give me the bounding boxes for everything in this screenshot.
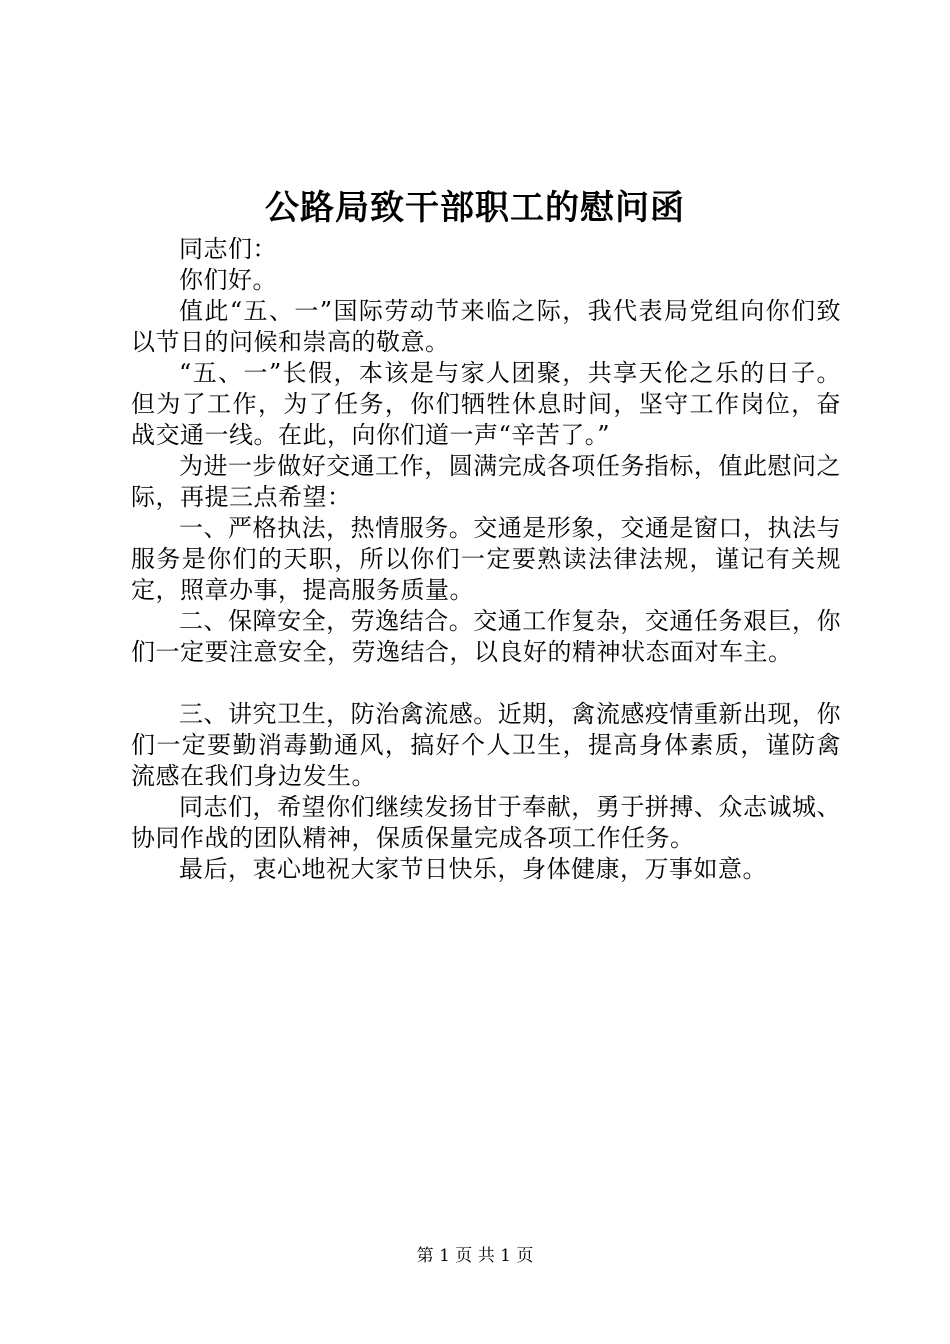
paragraph-hope-one: 一、严格执法，热情服务。交通是形象，交通是窗口，执法与服务是你们的天职，所以你们一定要熟读法律法规，谨记有关规定，照章办事，提高服务质量。 xyxy=(131,514,841,604)
letter-body xyxy=(131,234,841,885)
paragraph-encouragement: 同志们，希望你们继续发扬甘于奉献，勇于拼搏、众志诚城、协同作战的团队精神，保质保量完成各项工作任务。 xyxy=(131,793,841,852)
paragraph-appreciation: “五、一”长假，本该是与家人团聚，共享天伦之乐的日子。但为了工作，为了任务，你们牺牲休息时间，坚守工作岗位，奋战交通一线。在此，向你们道一声“辛苦了。” xyxy=(131,359,841,449)
paragraph-closing-wishes: 最后，衷心地祝大家节日快乐，身体健康，万事如意。 xyxy=(179,855,767,883)
page-number-footer: 第 1 页 共 1 页 xyxy=(416,1246,534,1266)
salutation: 同志们： xyxy=(179,235,277,263)
page-title: 公路局致干部职工的慰问函 xyxy=(265,188,685,228)
greeting: 你们好。 xyxy=(179,266,277,294)
paragraph-hope-three: 三、讲究卫生，防治禽流感。近期，禽流感疫情重新出现，你们一定要勤消毒勤通风，搞好个人卫生，提高身体素质，谨防禽流感在我们身边发生。 xyxy=(131,700,841,790)
paragraph-holiday-greeting: 值此“五、一”国际劳动节来临之际，我代表局党组向你们致以节日的问候和崇高的敬意。 xyxy=(131,297,841,356)
paragraph-hope-two: 二、保障安全，劳逸结合。交通工作复杂，交通任务艰巨，你们一定要注意安全，劳逸结合，以良好的精神状态面对车主。 xyxy=(131,607,841,666)
paragraph-three-hopes-intro: 为进一步做好交通工作，圆满完成各项任务指标，值此慰问之际，再提三点希望： xyxy=(131,452,841,511)
